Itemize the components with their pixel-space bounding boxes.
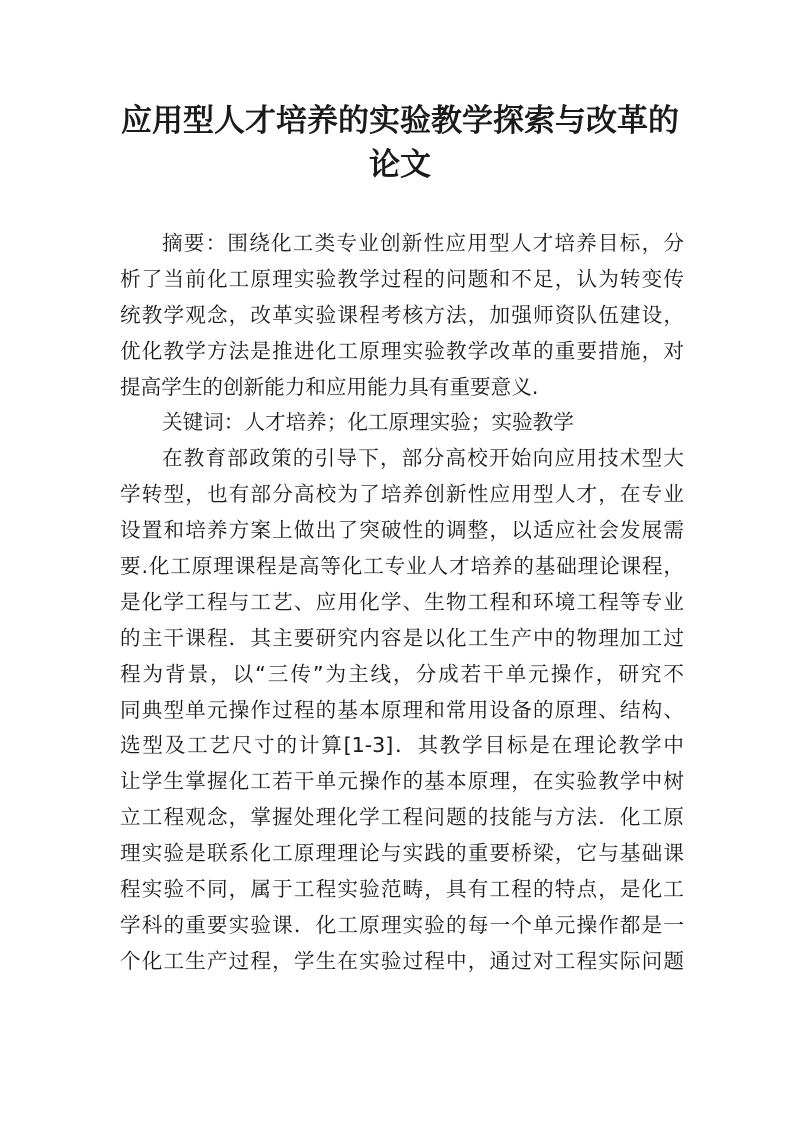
paragraph-line: 要.化工原理课程是高等化工专业人才培养的基础理论课程， <box>120 554 684 579</box>
paragraph-line: 理实验是联系化工原理理论与实践的重要桥梁，它与基础课 <box>120 841 684 866</box>
page-title-line-2: 论文 <box>369 147 431 183</box>
abstract-line: 统教学观念，改革实验课程考核方法，加强师资队伍建设， <box>120 302 684 327</box>
paragraph-line: 设置和培养方案上做出了突破性的调整，以适应社会发展需 <box>120 518 684 543</box>
paragraph-line: 选型及工艺尺寸的计算[1-3]．其教学目标是在理论教学中 <box>120 733 684 758</box>
paragraph-line: 是化学工程与工艺、应用化学、生物工程和环境工程等专业 <box>120 589 684 614</box>
paragraph-line: 同典型单元操作过程的基本原理和常用设备的原理、结构、 <box>120 697 684 722</box>
paragraph-line: 个化工生产过程，学生在实验过程中，通过对工程实际问题 <box>120 948 684 973</box>
paragraph-line: 立工程观念，掌握处理化学工程问题的技能与方法．化工原 <box>120 805 684 830</box>
paragraph-line: 程为背景，以“三传”为主线，分成若干单元操作，研究不 <box>120 661 684 686</box>
paragraph-line: 让学生掌握化工若干单元操作的基本原理，在实验教学中树 <box>120 769 684 794</box>
abstract-line: 析了当前化工原理实验教学过程的问题和不足，认为转变传 <box>120 266 684 291</box>
page-title-line-1: 应用型人才培养的实验教学探索与改革的 <box>121 103 679 139</box>
paragraph-line: 的主干课程．其主要研究内容是以化工生产中的物理加工过 <box>120 625 684 650</box>
document-body <box>120 226 684 980</box>
abstract-line: 摘要：围绕化工类专业创新性应用型人才培养目标，分 <box>162 231 684 255</box>
abstract-line: 提高学生的创新能力和应用能力具有重要意义. <box>120 374 539 399</box>
paragraph-line: 学科的重要实验课．化工原理实验的每一个单元操作都是一 <box>120 912 684 937</box>
paragraph-line: 程实验不同，属于工程实验范畴，具有工程的特点，是化工 <box>120 877 684 902</box>
paragraph-line: 在教育部政策的引导下，部分高校开始向应用技术型大 <box>162 446 684 471</box>
abstract-line: 优化教学方法是推进化工原理实验教学改革的重要措施，对 <box>120 338 684 363</box>
paragraph-line: 学转型，也有部分高校为了培养创新性应用型人才，在专业 <box>120 482 684 507</box>
keywords-line: 关键词：人才培养；化工原理实验；实验教学 <box>162 410 574 435</box>
